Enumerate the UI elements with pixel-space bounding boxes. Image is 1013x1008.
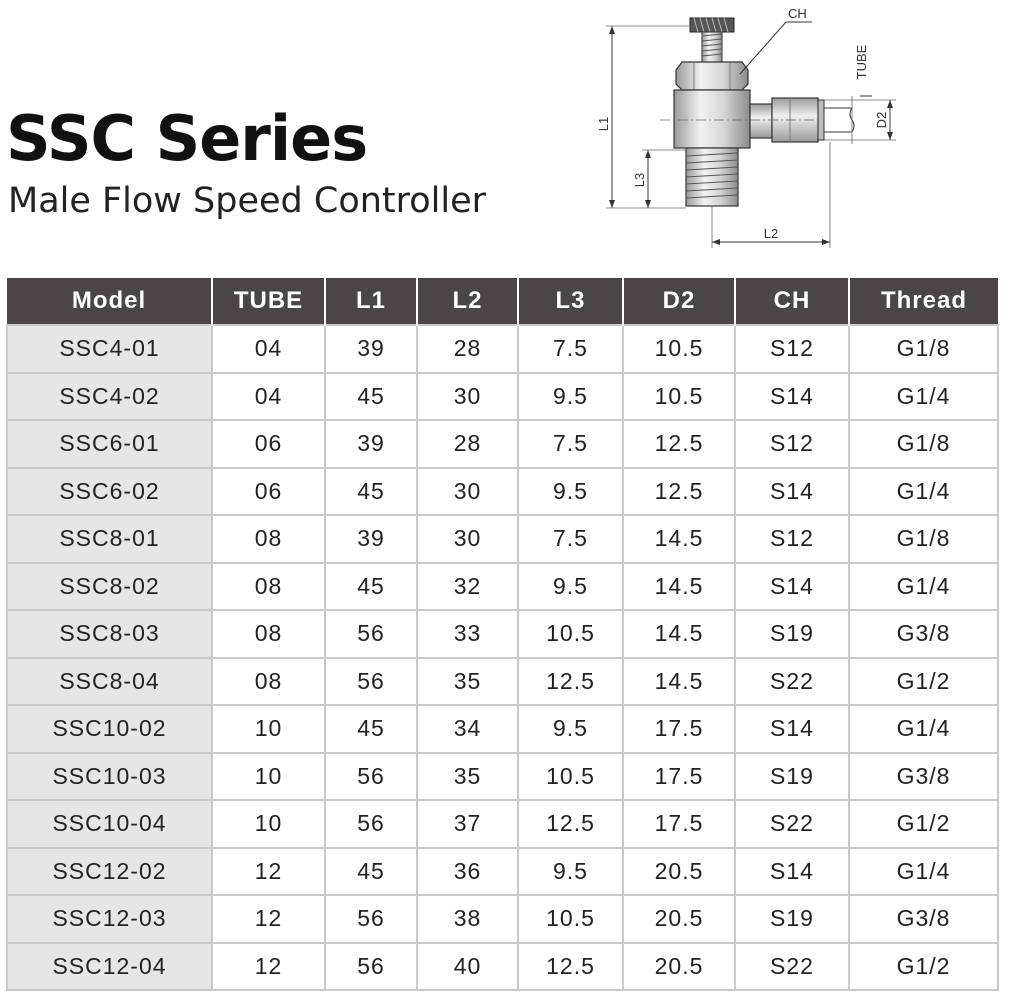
table-row	[7, 468, 998, 516]
column-header-d2: D2	[623, 278, 735, 325]
cell-tube: 10	[212, 753, 325, 801]
cell-model: SSC6-02	[7, 468, 212, 516]
cell-d2: 17.5	[623, 753, 735, 801]
table-row	[7, 420, 998, 468]
body-part	[674, 90, 750, 148]
cell-tube: 12	[212, 848, 325, 896]
table-row	[7, 658, 998, 706]
cell-thread: G1/4	[849, 705, 998, 753]
cell-l1: 45	[325, 848, 417, 896]
cell-l2: 30	[417, 468, 518, 516]
cell-model: SSC10-02	[7, 705, 212, 753]
table-row	[7, 943, 998, 991]
cell-l1: 45	[325, 373, 417, 421]
cell-l3: 12.5	[518, 943, 623, 991]
cell-l3: 12.5	[518, 658, 623, 706]
cell-model: SSC8-03	[7, 610, 212, 658]
cell-ch: S14	[735, 848, 849, 896]
ch-label: CH	[788, 6, 807, 21]
cell-model: SSC12-02	[7, 848, 212, 896]
cell-tube: 08	[212, 515, 325, 563]
cell-tube: 08	[212, 658, 325, 706]
cell-thread: G3/8	[849, 895, 998, 943]
cell-d2: 20.5	[623, 943, 735, 991]
cell-l2: 40	[417, 943, 518, 991]
dim-l3-label: L3	[632, 172, 647, 188]
technical-drawing	[590, 0, 920, 255]
table-body	[7, 325, 998, 990]
cell-d2: 10.5	[623, 373, 735, 421]
cell-l1: 56	[325, 895, 417, 943]
cell-model: SSC8-01	[7, 515, 212, 563]
cell-thread: G3/8	[849, 753, 998, 801]
cell-l2: 33	[417, 610, 518, 658]
cell-l3: 7.5	[518, 515, 623, 563]
cell-tube: 08	[212, 563, 325, 611]
cell-tube: 10	[212, 800, 325, 848]
cell-d2: 14.5	[623, 515, 735, 563]
cell-l3: 12.5	[518, 800, 623, 848]
cell-tube: 10	[212, 705, 325, 753]
cell-model: SSC10-03	[7, 753, 212, 801]
cell-l2: 34	[417, 705, 518, 753]
cell-l1: 56	[325, 800, 417, 848]
cell-l2: 30	[417, 373, 518, 421]
cell-l2: 28	[417, 420, 518, 468]
cell-thread: G1/8	[849, 515, 998, 563]
page-subtitle: Male Flow Speed Controller	[8, 181, 487, 221]
cell-model: SSC10-04	[7, 800, 212, 848]
column-header-l2: L2	[417, 278, 518, 325]
dim-l2-label: L2	[763, 226, 779, 241]
column-header-tube: TUBE	[212, 278, 325, 325]
cell-l1: 39	[325, 515, 417, 563]
tube-label: TUBE	[854, 44, 869, 80]
cell-l1: 39	[325, 325, 417, 373]
table-row	[7, 563, 998, 611]
cell-model: SSC8-02	[7, 563, 212, 611]
cell-l3: 9.5	[518, 373, 623, 421]
cell-thread: G1/8	[849, 325, 998, 373]
cell-ch: S22	[735, 943, 849, 991]
cell-l2: 38	[417, 895, 518, 943]
column-header-l1: L1	[325, 278, 417, 325]
cell-thread: G1/2	[849, 943, 998, 991]
cell-l3: 9.5	[518, 705, 623, 753]
cell-l1: 45	[325, 705, 417, 753]
cell-l1: 56	[325, 943, 417, 991]
cell-l1: 45	[325, 468, 417, 516]
screw-part	[702, 32, 722, 62]
cell-tube: 12	[212, 943, 325, 991]
cell-l2: 36	[417, 848, 518, 896]
cell-l3: 10.5	[518, 610, 623, 658]
table-header-row	[7, 278, 998, 325]
cell-tube: 12	[212, 895, 325, 943]
cell-tube: 06	[212, 420, 325, 468]
cell-l3: 7.5	[518, 420, 623, 468]
cell-ch: S19	[735, 895, 849, 943]
cell-l1: 56	[325, 610, 417, 658]
outlet-part	[750, 104, 772, 138]
cell-d2: 20.5	[623, 895, 735, 943]
column-header-ch: CH	[735, 278, 849, 325]
table-row	[7, 610, 998, 658]
cell-l1: 56	[325, 753, 417, 801]
cell-l1: 45	[325, 563, 417, 611]
table-row	[7, 848, 998, 896]
cell-d2: 12.5	[623, 420, 735, 468]
cell-l2: 28	[417, 325, 518, 373]
dim-l1-label: L1	[596, 116, 611, 132]
cell-thread: G1/4	[849, 468, 998, 516]
cell-l3: 10.5	[518, 895, 623, 943]
table-row	[7, 895, 998, 943]
cell-l3: 9.5	[518, 563, 623, 611]
table-row	[7, 800, 998, 848]
cell-model: SSC8-04	[7, 658, 212, 706]
cell-d2: 14.5	[623, 658, 735, 706]
cell-ch: S22	[735, 800, 849, 848]
cell-thread: G1/4	[849, 848, 998, 896]
cell-l2: 37	[417, 800, 518, 848]
cell-ch: S22	[735, 658, 849, 706]
cell-ch: S12	[735, 420, 849, 468]
cell-thread: G3/8	[849, 610, 998, 658]
cell-d2: 20.5	[623, 848, 735, 896]
cell-d2: 10.5	[623, 325, 735, 373]
cell-l3: 9.5	[518, 468, 623, 516]
column-header-model: Model	[7, 278, 212, 325]
cell-l3: 9.5	[518, 848, 623, 896]
cell-d2: 17.5	[623, 800, 735, 848]
column-header-thread: Thread	[849, 278, 998, 325]
cell-d2: 17.5	[623, 705, 735, 753]
cell-ch: S19	[735, 753, 849, 801]
cell-model: SSC4-02	[7, 373, 212, 421]
cell-l1: 39	[325, 420, 417, 468]
cell-tube: 08	[212, 610, 325, 658]
cell-thread: G1/4	[849, 563, 998, 611]
cell-tube: 04	[212, 325, 325, 373]
column-header-l3: L3	[518, 278, 623, 325]
dim-d2-label: D2	[874, 111, 889, 129]
table-row	[7, 373, 998, 421]
cell-ch: S14	[735, 705, 849, 753]
cell-model: SSC12-04	[7, 943, 212, 991]
table-row	[7, 325, 998, 373]
table-row	[7, 705, 998, 753]
cell-l1: 56	[325, 658, 417, 706]
cell-ch: S19	[735, 610, 849, 658]
cell-ch: S14	[735, 468, 849, 516]
cell-model: SSC4-01	[7, 325, 212, 373]
spec-table	[6, 278, 999, 991]
table-row	[7, 753, 998, 801]
cell-thread: G1/2	[849, 658, 998, 706]
hex-nut-part	[676, 62, 748, 90]
page-header	[0, 0, 1013, 270]
cell-model: SSC6-01	[7, 420, 212, 468]
cell-ch: S14	[735, 373, 849, 421]
cell-ch: S12	[735, 325, 849, 373]
cell-tube: 06	[212, 468, 325, 516]
cell-l2: 35	[417, 753, 518, 801]
cell-l2: 32	[417, 563, 518, 611]
cell-ch: S12	[735, 515, 849, 563]
cell-tube: 04	[212, 373, 325, 421]
cell-l3: 10.5	[518, 753, 623, 801]
cell-thread: G1/2	[849, 800, 998, 848]
cell-l2: 30	[417, 515, 518, 563]
cell-d2: 12.5	[623, 468, 735, 516]
table-row	[7, 515, 998, 563]
cell-thread: G1/4	[849, 373, 998, 421]
page-title: SSC Series	[6, 102, 368, 175]
cell-ch: S14	[735, 563, 849, 611]
cell-l2: 35	[417, 658, 518, 706]
cell-thread: G1/8	[849, 420, 998, 468]
cell-l3: 7.5	[518, 325, 623, 373]
cell-d2: 14.5	[623, 563, 735, 611]
cell-d2: 14.5	[623, 610, 735, 658]
cell-model: SSC12-03	[7, 895, 212, 943]
